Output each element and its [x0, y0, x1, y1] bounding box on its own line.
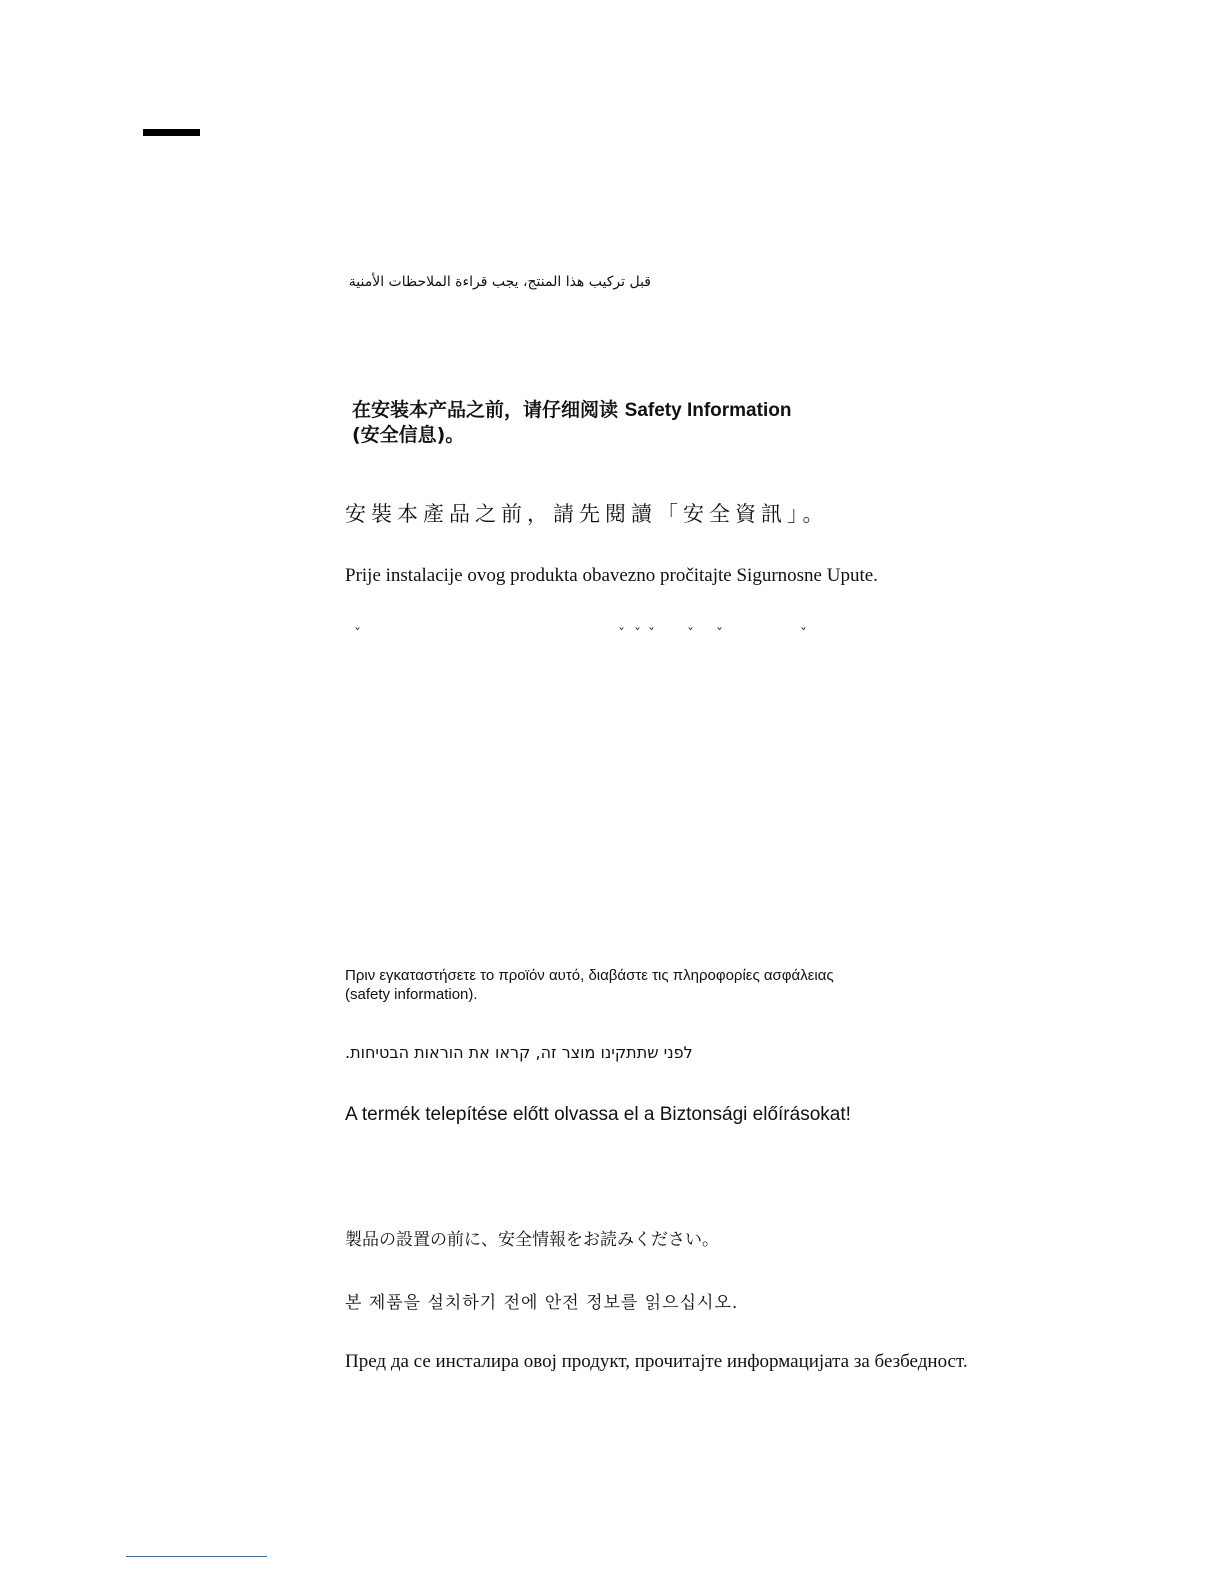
notice-hebrew: לפני שתתקינו מוצר זה, קראו את הוראות הבטיחות. — [345, 1043, 693, 1062]
notice-greek — [345, 966, 834, 1004]
czech-caron-mark: ˇ — [687, 627, 694, 643]
czech-caron-mark: ˇ — [648, 627, 655, 643]
notice-macedonian: Пред да се инсталира овој продукт, прочитајте информацијата за безбедност. — [345, 1351, 968, 1372]
notice-chinese-simplified-line2: (安全信息)。 — [352, 424, 465, 446]
notice-chinese-simplified — [352, 398, 791, 448]
czech-caron-mark: ˇ — [800, 627, 807, 643]
notice-greek-line2: (safety information). — [345, 986, 478, 1003]
notice-hungarian: A termék telepítése előtt olvassa el a Biztonsági előírásokat! — [345, 1104, 851, 1125]
notice-korean: 본 제품을 설치하기 전에 안전 정보를 읽으십시오. — [345, 1293, 739, 1313]
notice-chinese-simplified-text: 在安装本产品之前，请仔细阅读 — [352, 399, 619, 421]
notice-chinese-traditional: 安裝本產品之前，請先閱讀「安全資訊」。 — [345, 502, 829, 526]
czech-caron-mark: ˇ — [354, 627, 361, 643]
footnote-rule — [126, 1556, 267, 1557]
notice-greek-line1: Πριν εγκαταστήσετε το προϊόν αυτό, διαβάστε τις πληροφορίες ασφάλειας — [345, 967, 834, 984]
section-rule — [143, 129, 200, 136]
notice-croatian: Prije instalacije ovog produkta obavezno pročitajte Sigurnosne Upute. — [345, 565, 878, 586]
czech-caron-mark: ˇ — [634, 627, 641, 643]
notice-japanese: 製品の設置の前に、安全情報をお読みください。 — [345, 1230, 719, 1250]
notice-arabic: قبل تركيب هذا المنتج، يجب قراءة الملاحظات الأمنية — [348, 274, 651, 290]
czech-caron-mark: ˇ — [618, 627, 625, 643]
czech-caron-mark: ˇ — [716, 627, 723, 643]
notice-chinese-simplified-english: Safety Information — [624, 400, 792, 421]
